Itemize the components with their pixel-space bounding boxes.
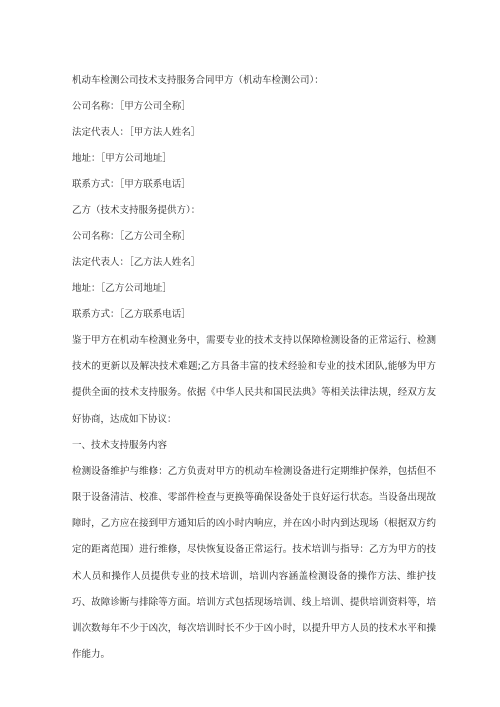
party-b-heading: 乙方（技术支持服务提供方）：: [72, 205, 201, 216]
party-b-representative: 法定代表人：［乙方法人姓名］: [72, 257, 201, 268]
preamble-paragraph: 鉴于甲方在机动车检测业务中，需要专业的技术支持以保障检测设备的正常运行、检测技术的更新以及解决技术难题;乙方具备丰富的技术经验和专业的技术团队,能够为甲方提供全面的技术支持服务。依据《中华人民共和国民法典》等相关法律法规，经双方友好协商，达成如下协议：: [72, 335, 436, 425]
party-a-contact: 联系方式：［甲方联系电话］: [72, 179, 191, 190]
party-b-address: 地址：［乙方公司地址］: [72, 283, 172, 294]
contract-title-line: 机动车检测公司技术支持服务合同甲方（机动车检测公司）：: [72, 75, 324, 86]
party-a-address: 地址：［甲方公司地址］: [72, 153, 172, 164]
section-1-body: 检测设备维护与维修：乙方负责对甲方的机动车检测设备进行定期维护保养，包括但不限于设备清洁、校准、零部件检查与更换等确保设备处于良好运行状态。当设备出现故障时，乙方应在接到甲方通知后的凶小时内响应，并在凶小时内到达现场（根据双方约定的距离范围）进行维修，尽快恢复设备正常运行。技术培训与指导：乙方为甲方的技术人员和操作人员提供专业的技术培训，培训内容涵盖检测设备的操作方法、维护技巧、故障诊断与排除等方面。培训方式包括现场培训、线上培训、提供培训资料等，培训次数每年不少于凶次，每次培训时长不少于凶小时，以提升甲方人员的技术水平和操作能力。: [72, 465, 436, 661]
contract-document: [72, 68, 436, 668]
party-b-contact: 联系方式：［乙方联系电话］: [72, 309, 191, 320]
party-b-company: 公司名称：［乙方公司全称］: [72, 231, 191, 242]
section-1-heading: 一、技术支持服务内容: [72, 439, 168, 451]
party-a-representative: 法定代表人：［甲方法人姓名］: [72, 127, 201, 138]
party-a-company: 公司名称：［甲方公司全称］: [72, 101, 191, 112]
